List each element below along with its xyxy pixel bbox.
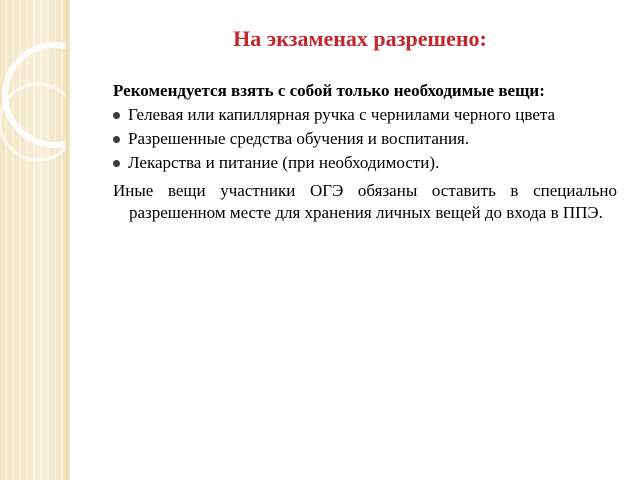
allowed-items-list	[113, 104, 617, 174]
list-item-text: Разрешенные средства обучения и воспитания.	[128, 129, 470, 148]
list-item-text: Гелевая или капиллярная ручка с чернилами черного цвета	[128, 105, 556, 124]
bullet-icon	[113, 160, 120, 167]
list-item	[113, 152, 617, 174]
decorative-sidebar	[0, 0, 70, 480]
decorative-circles	[0, 0, 70, 480]
list-item-text: Лекарства и питание (при необходимости).	[128, 153, 440, 172]
list-item	[113, 128, 617, 150]
page-title: На экзаменах разрешено:	[233, 26, 487, 51]
bullet-icon	[113, 112, 120, 119]
deco-circle-large	[5, 45, 70, 145]
slide-content	[113, 80, 617, 224]
bullet-icon	[113, 136, 120, 143]
list-item	[113, 104, 617, 126]
lead-text: Рекомендуется взять с собой только необходимые вещи:	[113, 81, 545, 100]
note-text: Иные вещи участники ОГЭ обязаны оставить в специально разрешенном месте для хранения личных вещей до входа в ППЭ.	[113, 181, 617, 222]
